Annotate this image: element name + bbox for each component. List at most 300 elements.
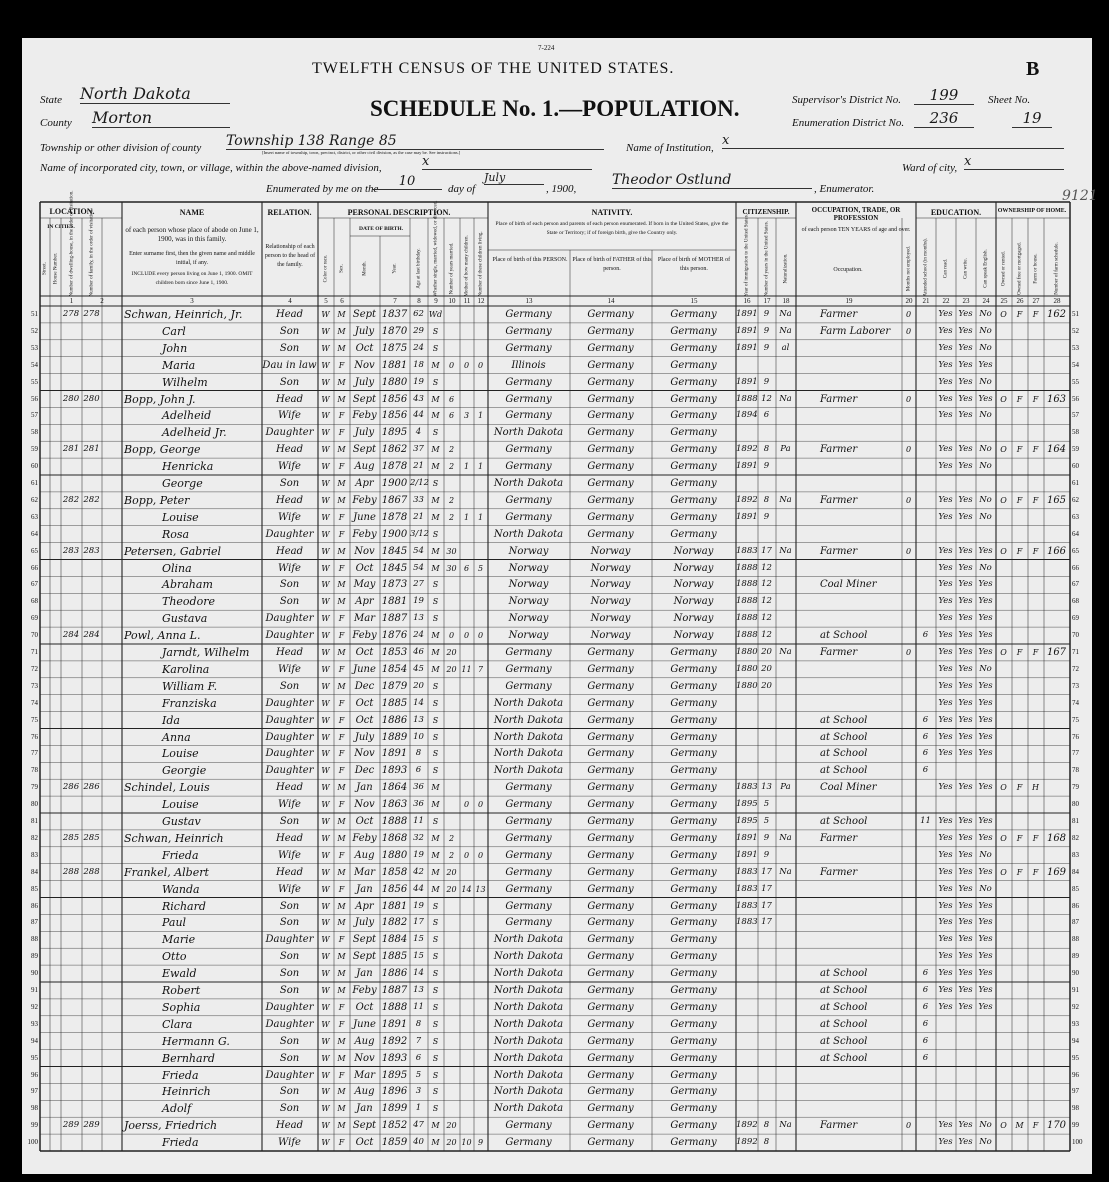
cell-year: 1878 bbox=[381, 511, 408, 523]
cell-sex: M bbox=[337, 783, 346, 793]
cell-relation: Son bbox=[279, 376, 300, 388]
table-row bbox=[22, 509, 1092, 526]
cell-month: Jan bbox=[356, 1103, 373, 1115]
cell-farm: H bbox=[1032, 783, 1039, 793]
line-number-right: 56 bbox=[1072, 394, 1079, 403]
cell-family: 285 bbox=[83, 832, 100, 843]
cell-name: Ida bbox=[162, 713, 180, 727]
cell-imm: 1883 bbox=[736, 917, 758, 928]
table-row bbox=[22, 576, 1092, 593]
cell-mother: Germany bbox=[670, 917, 717, 929]
cell-age: 3 bbox=[415, 1086, 422, 1097]
cell-birth: Germany bbox=[505, 1120, 552, 1132]
group-personal: PERSONAL DESCRIPTION. bbox=[347, 208, 451, 217]
cell-marital: S bbox=[432, 326, 439, 336]
cell-year: 1887 bbox=[381, 613, 408, 625]
cell-age: 11 bbox=[413, 1001, 424, 1012]
cell-relation: Daughter bbox=[265, 1001, 314, 1013]
table-row bbox=[22, 374, 1092, 391]
cell-month: Feby bbox=[352, 528, 377, 540]
cell-english: Yes bbox=[978, 545, 993, 556]
table-row bbox=[22, 999, 1092, 1016]
cell-living: 0 bbox=[477, 631, 484, 641]
cell-year: 1845 bbox=[381, 562, 408, 574]
cell-english: Yes bbox=[978, 951, 993, 962]
cell-read: Yes bbox=[938, 393, 953, 404]
cell-mother: Germany bbox=[670, 410, 717, 422]
line-number-right: 60 bbox=[1072, 462, 1079, 471]
table-row bbox=[22, 695, 1092, 712]
cell-mother: Germany bbox=[670, 309, 717, 320]
cell-family: 282 bbox=[83, 494, 100, 505]
cell-schedule: 163 bbox=[1046, 393, 1067, 405]
cell-name: Robert bbox=[162, 984, 201, 997]
line-number-right: 55 bbox=[1072, 377, 1079, 386]
header-dwelling: Number of dwelling-house, in the order of visitation. bbox=[69, 190, 74, 297]
line-number-right: 67 bbox=[1072, 580, 1079, 589]
cell-year: 1845 bbox=[381, 545, 408, 557]
cell-imm: 1892 bbox=[736, 494, 758, 505]
column-number: 10 bbox=[448, 297, 456, 305]
cell-year: 1863 bbox=[381, 799, 408, 811]
cell-age: 18 bbox=[413, 359, 424, 370]
cell-month: July bbox=[354, 325, 375, 337]
day-of-label: day of bbox=[448, 183, 476, 195]
line-number-right: 86 bbox=[1072, 901, 1079, 910]
cell-read: Yes bbox=[938, 748, 953, 759]
cell-write: Yes bbox=[958, 832, 973, 843]
cell-year: 1875 bbox=[381, 342, 408, 354]
cell-nat: Na bbox=[779, 325, 792, 336]
line-number-left: 76 bbox=[31, 732, 38, 741]
cell-relation: Daughter bbox=[265, 528, 314, 540]
cell-read: Yes bbox=[938, 410, 953, 421]
cell-mother: Norway bbox=[673, 562, 714, 574]
cell-occupation: Farmer bbox=[820, 444, 858, 456]
cell-owned: O bbox=[1000, 495, 1007, 505]
column-number: 5 bbox=[324, 297, 328, 305]
cell-year: 1873 bbox=[381, 579, 408, 591]
cell-age: 7 bbox=[415, 1035, 422, 1046]
table-row bbox=[22, 1016, 1092, 1033]
cell-free: F bbox=[1016, 495, 1023, 505]
cell-sex: M bbox=[337, 495, 346, 505]
column-number: 19 bbox=[845, 297, 853, 305]
line-number-right: 78 bbox=[1072, 766, 1079, 775]
line-number-right: 65 bbox=[1072, 546, 1079, 555]
cell-color: W bbox=[321, 817, 330, 826]
cell-month: Jan bbox=[356, 883, 373, 895]
line-number-right: 69 bbox=[1072, 614, 1079, 623]
cell-years-married: 20 bbox=[446, 1138, 457, 1148]
cell-imm: 1888 bbox=[736, 562, 758, 573]
cell-mother: Germany bbox=[670, 680, 717, 692]
cell-free: F bbox=[1016, 648, 1023, 657]
header-sex: Sex. bbox=[339, 264, 345, 273]
cell-month: Feby bbox=[352, 494, 377, 506]
table-row bbox=[22, 661, 1092, 678]
cell-age: 24 bbox=[413, 342, 424, 353]
cell-age: 46 bbox=[413, 647, 424, 657]
cell-english: Yes bbox=[978, 782, 993, 793]
ward-label: Ward of city, bbox=[902, 162, 958, 174]
cell-read: Yes bbox=[938, 309, 953, 319]
cell-marital: S bbox=[432, 1002, 439, 1012]
cell-occupation: Coal Miner bbox=[820, 579, 877, 591]
cell-father: Germany bbox=[587, 342, 634, 354]
header-house-number: House Number. bbox=[53, 252, 58, 285]
cell-name: Sophia bbox=[162, 1000, 201, 1014]
cell-name: Georgie bbox=[162, 764, 207, 778]
cell-months-unemployed: 0 bbox=[905, 445, 912, 455]
cell-mother: Norway bbox=[673, 613, 714, 625]
line-number-right: 57 bbox=[1072, 411, 1079, 420]
table-row bbox=[22, 813, 1092, 830]
cell-month: Aug bbox=[354, 1035, 375, 1047]
cell-color: W bbox=[321, 749, 330, 759]
cell-year: 1879 bbox=[381, 680, 408, 692]
cell-schedule: 169 bbox=[1046, 866, 1067, 878]
form-code: 7-224 bbox=[538, 44, 555, 52]
cell-color: W bbox=[321, 546, 330, 556]
cell-years-married: 6 bbox=[448, 394, 455, 404]
cell-name: Adelheid Jr. bbox=[162, 426, 227, 440]
cell-age: 1 bbox=[415, 1103, 422, 1114]
cell-father: Germany bbox=[587, 376, 634, 388]
header-farm-house: Farm or house. bbox=[1033, 253, 1039, 284]
cell-write: Yes bbox=[958, 1001, 973, 1012]
table-row bbox=[22, 864, 1092, 881]
cell-father: Germany bbox=[587, 1137, 634, 1149]
table-row bbox=[22, 610, 1092, 627]
cell-family: 284 bbox=[83, 630, 100, 641]
cell-month: Apr bbox=[355, 478, 374, 489]
cell-sex: F bbox=[338, 563, 345, 573]
cell-marital: Wd bbox=[428, 310, 443, 319]
cell-father: Germany bbox=[587, 883, 634, 895]
cell-sex: M bbox=[337, 901, 346, 911]
line-number-right: 82 bbox=[1072, 833, 1079, 842]
cell-year: 1892 bbox=[381, 1035, 408, 1047]
cell-sex: M bbox=[337, 986, 346, 995]
cell-occupation: Farmer bbox=[820, 309, 858, 320]
cell-name: Wanda bbox=[162, 882, 200, 896]
cell-mother: Germany bbox=[670, 511, 717, 523]
table-row bbox=[22, 914, 1092, 931]
margin-mark: 9121 bbox=[1062, 188, 1098, 204]
sheet-no-label: Sheet No. bbox=[988, 94, 1031, 106]
cell-year: 1868 bbox=[381, 832, 408, 844]
line-number-left: 62 bbox=[31, 495, 38, 504]
cell-month: Dec bbox=[354, 765, 375, 777]
line-number-right: 71 bbox=[1072, 648, 1079, 656]
cell-write: Yes bbox=[958, 748, 973, 759]
cell-read: Yes bbox=[938, 934, 953, 945]
cell-sex: F bbox=[338, 631, 345, 641]
cell-farm: F bbox=[1032, 445, 1039, 455]
cell-name: Hermann G. bbox=[162, 1034, 230, 1048]
cell-mother: Germany bbox=[670, 765, 717, 777]
cell-month: Feby bbox=[352, 410, 377, 422]
table-row bbox=[22, 424, 1092, 441]
header-year-immigration: Year of immigration to the United States. bbox=[744, 214, 750, 297]
cell-schedule: 165 bbox=[1046, 494, 1067, 506]
cell-relation: Head bbox=[275, 309, 303, 320]
cell-read: Yes bbox=[938, 782, 953, 793]
cell-father: Norway bbox=[590, 630, 631, 642]
table-row bbox=[22, 1050, 1092, 1067]
cell-mother: Germany bbox=[670, 866, 717, 878]
line-number-left: 54 bbox=[31, 360, 38, 369]
cell-color: W bbox=[321, 833, 330, 843]
cell-father: Germany bbox=[587, 1103, 634, 1115]
cell-father: Germany bbox=[587, 444, 634, 456]
cell-color: W bbox=[321, 986, 330, 995]
cell-farm: F bbox=[1032, 1121, 1039, 1131]
cell-mother: Germany bbox=[670, 444, 717, 456]
cell-birth: Germany bbox=[505, 309, 552, 320]
cell-imm: 1891 bbox=[736, 309, 758, 319]
cell-year: 1881 bbox=[381, 596, 408, 608]
cell-name: Abraham bbox=[162, 578, 213, 592]
cell-write: Yes bbox=[958, 325, 973, 336]
column-number: 25 bbox=[1000, 297, 1008, 305]
cell-month: Feby bbox=[352, 832, 377, 844]
cell-name: Marie bbox=[162, 933, 196, 947]
cell-color: W bbox=[321, 310, 330, 319]
cell-month: Dec bbox=[354, 680, 375, 692]
cell-years-married: 30 bbox=[446, 546, 457, 556]
cell-mother: Germany bbox=[670, 849, 717, 861]
cell-age: 40 bbox=[413, 1137, 424, 1148]
cell-relation: Wife bbox=[278, 461, 301, 473]
line-number-left: 53 bbox=[31, 343, 38, 352]
cell-read: Yes bbox=[938, 511, 953, 522]
cell-father: Germany bbox=[587, 410, 634, 422]
cell-name: Louise bbox=[162, 747, 199, 761]
cell-marital: S bbox=[432, 1036, 439, 1046]
cell-occupation: at School bbox=[820, 1018, 868, 1030]
line-number-right: 53 bbox=[1072, 343, 1079, 352]
line-number-left: 60 bbox=[31, 462, 38, 471]
line-number-right: 98 bbox=[1072, 1104, 1079, 1113]
cell-mother: Germany bbox=[670, 697, 717, 709]
cell-father: Germany bbox=[587, 934, 634, 946]
cell-mother-of: 14 bbox=[461, 884, 472, 894]
line-number-right: 59 bbox=[1072, 445, 1079, 454]
line-number-right: 94 bbox=[1072, 1036, 1079, 1045]
header-farm-schedule: Number of farm schedule. bbox=[1054, 242, 1060, 295]
cell-mother: Germany bbox=[670, 883, 717, 895]
cell-write: Yes bbox=[958, 579, 973, 590]
table-row bbox=[22, 847, 1092, 864]
cell-age: 17 bbox=[413, 917, 424, 928]
cell-months-unemployed: 0 bbox=[905, 326, 912, 336]
cell-year: 1881 bbox=[381, 359, 408, 371]
header-children-living: Number of these children living. bbox=[478, 231, 484, 297]
cell-read: Yes bbox=[938, 1001, 953, 1012]
cell-read: Yes bbox=[938, 613, 953, 624]
header-mother-of: Mother of how many children. bbox=[464, 235, 470, 297]
table-row bbox=[22, 762, 1092, 779]
cell-sex: F bbox=[338, 935, 345, 945]
cell-sex: M bbox=[337, 1121, 346, 1131]
cell-years-us: 8 bbox=[763, 494, 770, 505]
cell-marital: S bbox=[432, 580, 439, 590]
cell-read: Yes bbox=[938, 883, 953, 894]
cell-father: Norway bbox=[590, 562, 631, 574]
cell-imm: 1894 bbox=[736, 410, 758, 421]
cell-imm: 1891 bbox=[736, 325, 758, 336]
cell-year: 1852 bbox=[381, 1120, 408, 1132]
cell-years-us: 9 bbox=[763, 342, 770, 353]
line-number-left: 84 bbox=[31, 867, 38, 876]
cell-marital: S bbox=[432, 428, 439, 438]
cell-age: 43 bbox=[413, 393, 424, 404]
cell-nat: Pa bbox=[780, 782, 791, 793]
cell-birth: Norway bbox=[508, 596, 549, 608]
table-row bbox=[22, 1067, 1092, 1084]
cell-sex: M bbox=[337, 479, 346, 488]
cell-name: Adelheid bbox=[162, 409, 212, 423]
cell-month: Sept bbox=[352, 444, 377, 456]
cell-write: Yes bbox=[958, 461, 973, 472]
cell-sex: M bbox=[337, 817, 346, 826]
cell-read: Yes bbox=[938, 731, 953, 742]
cell-year: 1882 bbox=[381, 917, 408, 929]
cell-mother: Germany bbox=[670, 714, 717, 726]
line-number-left: 70 bbox=[31, 631, 38, 640]
cell-name: Powl, Anna L. bbox=[124, 629, 201, 643]
cell-occupation: Farmer bbox=[820, 545, 858, 557]
cell-mother: Norway bbox=[673, 596, 714, 608]
cell-write: Yes bbox=[958, 359, 973, 370]
cell-birth: North Dakota bbox=[493, 748, 564, 760]
line-number-right: 66 bbox=[1072, 563, 1079, 572]
cell-dwelling: 280 bbox=[62, 393, 80, 404]
cell-relation: Head bbox=[275, 1120, 303, 1132]
census-sheet bbox=[22, 38, 1098, 1174]
cell-years-us: 9 bbox=[763, 325, 770, 336]
cell-year: 1881 bbox=[381, 900, 408, 912]
cell-name: Schindel, Louis bbox=[124, 781, 210, 795]
line-number-left: 79 bbox=[31, 783, 38, 792]
cell-sex: M bbox=[337, 918, 346, 928]
cell-sex: F bbox=[338, 664, 345, 674]
cell-year: 1837 bbox=[381, 309, 408, 320]
cell-color: W bbox=[321, 1138, 330, 1148]
cell-sex: F bbox=[338, 1019, 345, 1029]
cell-name: Carl bbox=[162, 324, 186, 338]
cell-color: W bbox=[321, 1070, 330, 1080]
table-row bbox=[22, 898, 1092, 915]
cell-father: Germany bbox=[587, 697, 634, 709]
cell-month: Nov bbox=[354, 545, 375, 557]
cell-years-us: 9 bbox=[763, 849, 770, 860]
cell-dwelling: 284 bbox=[62, 630, 80, 641]
cell-nat: Na bbox=[779, 1120, 792, 1131]
cell-sex: F bbox=[338, 884, 345, 894]
cell-relation: Wife bbox=[278, 883, 301, 895]
cell-mother: Germany bbox=[670, 985, 717, 996]
table-row bbox=[22, 745, 1092, 762]
cell-year: 1895 bbox=[381, 1069, 408, 1081]
cell-birth: North Dakota bbox=[493, 697, 564, 709]
cell-relation: Son bbox=[279, 968, 300, 980]
cell-marital: S bbox=[432, 901, 439, 911]
cell-occupation: at School bbox=[820, 748, 868, 760]
cell-mother: Germany bbox=[670, 799, 717, 811]
cell-english: Yes bbox=[978, 596, 993, 607]
cell-color: W bbox=[321, 462, 330, 472]
cell-age: 54 bbox=[413, 562, 424, 573]
cell-years-us: 12 bbox=[761, 630, 772, 641]
cell-color: W bbox=[321, 648, 330, 657]
cell-age: 5 bbox=[415, 1069, 422, 1080]
cell-month: Apr bbox=[355, 596, 374, 608]
header-years-in-us: Number of years in the United States. bbox=[764, 221, 770, 297]
cell-relation: Son bbox=[279, 816, 300, 827]
cell-color: W bbox=[321, 495, 330, 505]
cell-father: Germany bbox=[587, 528, 634, 540]
column-number: 17 bbox=[763, 297, 771, 305]
cell-year: 1895 bbox=[381, 427, 408, 439]
cell-years-us: 9 bbox=[763, 511, 770, 522]
cell-year: 1856 bbox=[381, 883, 408, 895]
cell-year: 1876 bbox=[381, 630, 408, 642]
cell-birth: Germany bbox=[505, 680, 552, 692]
cell-living: 1 bbox=[477, 411, 484, 421]
line-number-left: 58 bbox=[31, 428, 38, 437]
line-number-right: 63 bbox=[1072, 512, 1079, 521]
cell-english: No bbox=[979, 461, 992, 472]
cell-year: 1859 bbox=[381, 1137, 408, 1149]
cell-marital: S bbox=[432, 681, 439, 691]
table-row bbox=[22, 1033, 1092, 1050]
year-label: , 1900, bbox=[546, 183, 577, 195]
column-number: 6 bbox=[340, 297, 344, 305]
cell-marital: M bbox=[431, 850, 440, 860]
cell-sex: F bbox=[338, 529, 345, 539]
cell-relation: Head bbox=[275, 494, 303, 506]
cell-school: 11 bbox=[920, 816, 931, 826]
cell-years-married: 2 bbox=[448, 462, 455, 472]
cell-read: Yes bbox=[938, 596, 953, 607]
cell-relation: Head bbox=[275, 647, 303, 658]
cell-years-us: 5 bbox=[763, 799, 770, 810]
cell-relation: Wife bbox=[278, 562, 301, 574]
cell-marital: M bbox=[431, 445, 440, 455]
cell-name: Otto bbox=[162, 950, 187, 964]
cell-owned: O bbox=[1000, 867, 1007, 877]
cell-imm: 1880 bbox=[736, 663, 758, 674]
cell-relation: Daughter bbox=[265, 1018, 314, 1030]
cell-occupation: Farmer bbox=[820, 647, 858, 658]
cell-nat: Na bbox=[779, 545, 792, 556]
table-row bbox=[22, 965, 1092, 982]
cell-years-us: 20 bbox=[761, 680, 772, 691]
table-row bbox=[22, 1100, 1092, 1117]
cell-write: Yes bbox=[958, 376, 973, 387]
cell-color: W bbox=[321, 800, 330, 810]
cell-color: W bbox=[321, 1104, 330, 1114]
cell-sex: M bbox=[337, 833, 346, 843]
cell-year: 1856 bbox=[381, 393, 408, 405]
cell-year: 1886 bbox=[381, 968, 408, 980]
cell-imm: 1883 bbox=[736, 545, 758, 556]
cell-imm: 1880 bbox=[736, 680, 758, 691]
name-desc: of each person whose place of abode on June 1, 1900, was in this family. bbox=[125, 226, 259, 243]
